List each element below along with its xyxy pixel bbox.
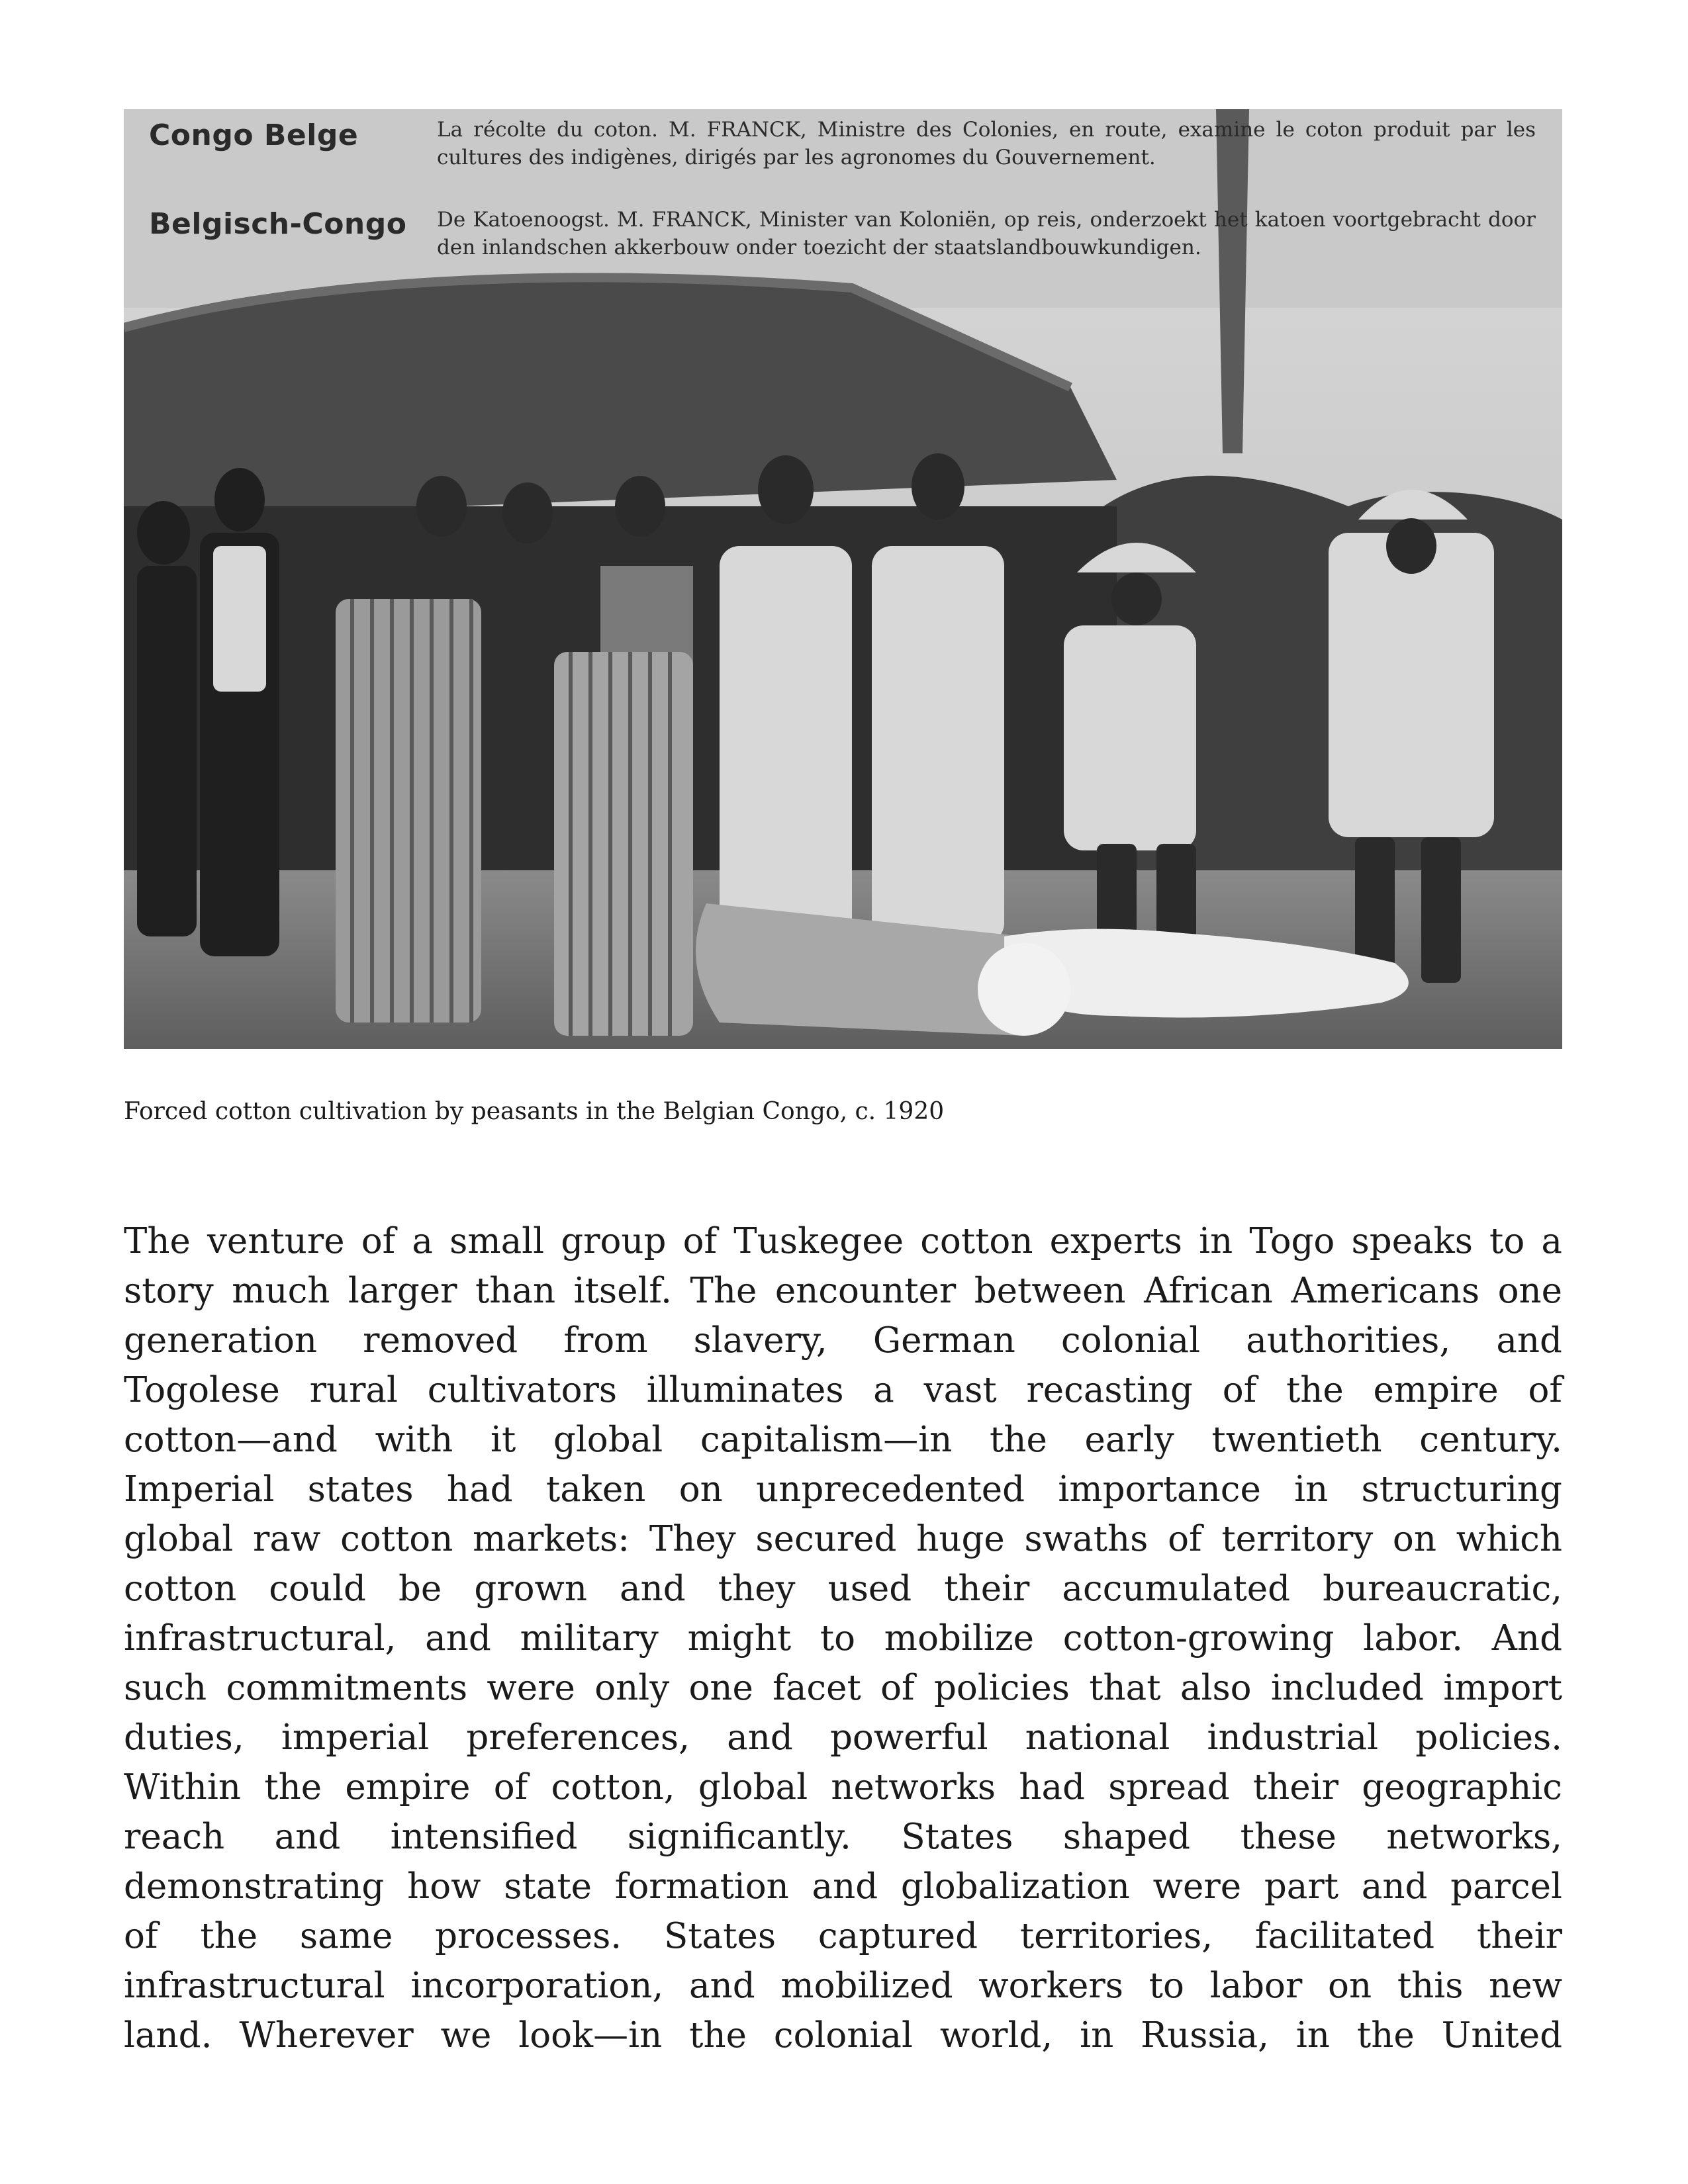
body-line: such commitments were only one facet of policies that also included import (124, 1668, 1562, 1708)
body-line: reach and intensified significantly. States shaped these networks, (124, 1817, 1562, 1857)
body-line: The venture of a small group of Tuskegee cotton experts in Togo speaks to a (124, 1221, 1562, 1261)
body-line: of the same processes. States captured territories, facilitated their (124, 1916, 1562, 1956)
body-line: infrastructural incorporation, and mobilized workers to labor on this new (124, 1966, 1562, 2006)
body-line: duties, imperial preferences, and powerful national industrial policies. (124, 1717, 1562, 1758)
postcard-region-label-french: Congo Belge (149, 118, 359, 152)
postcard-caption-band (124, 109, 1562, 308)
body-line: global raw cotton markets: They secured huge swaths of territory on which (124, 1519, 1562, 1559)
historical-photograph (124, 109, 1562, 1049)
body-line: Within the empire of cotton, global networks had spread their geographic (124, 1767, 1562, 1807)
postcard-region-label-dutch: Belgisch-Congo (149, 207, 407, 241)
postcard-caption-dutch: De Katoenoogst. M. FRANCK, Minister van Koloniën, op reis, onderzoekt het katoen voortgebracht door den inlandschen akkerbouw onder toezicht der staatslandbouwkundigen. (437, 208, 1536, 259)
body-line: infrastructural, and military might to mobilize cotton-growing labor. And (124, 1618, 1562, 1659)
body-line: Togolese rural cultivators illuminates a vast recasting of the empire of (124, 1370, 1562, 1410)
body-line: story much larger than itself. The encounter between African Americans one (124, 1271, 1562, 1311)
figure-caption: Forced cotton cultivation by peasants in the Belgian Congo, c. 1920 (124, 1098, 945, 1125)
body-line: generation removed from slavery, German colonial authorities, and (124, 1320, 1562, 1361)
body-paragraph (124, 1216, 1562, 2060)
body-line: cotton—and with it global capitalism—in the early twentieth century. (124, 1420, 1562, 1460)
body-line: Imperial states had taken on unprecedented importance in structuring (124, 1469, 1562, 1510)
body-line: land. Wherever we look—in the colonial world, in Russia, in the United (124, 2015, 1562, 2056)
body-line: cotton could be grown and they used their accumulated bureaucratic, (124, 1569, 1562, 1609)
postcard-caption-french: La récolte du coton. M. FRANCK, Ministre des Colonies, en route, examine le coton produit par les cultures des indigènes, dirigés par les agronomes du Gouvernement. (437, 118, 1536, 169)
body-line: demonstrating how state formation and globalization were part and parcel (124, 1866, 1562, 1907)
